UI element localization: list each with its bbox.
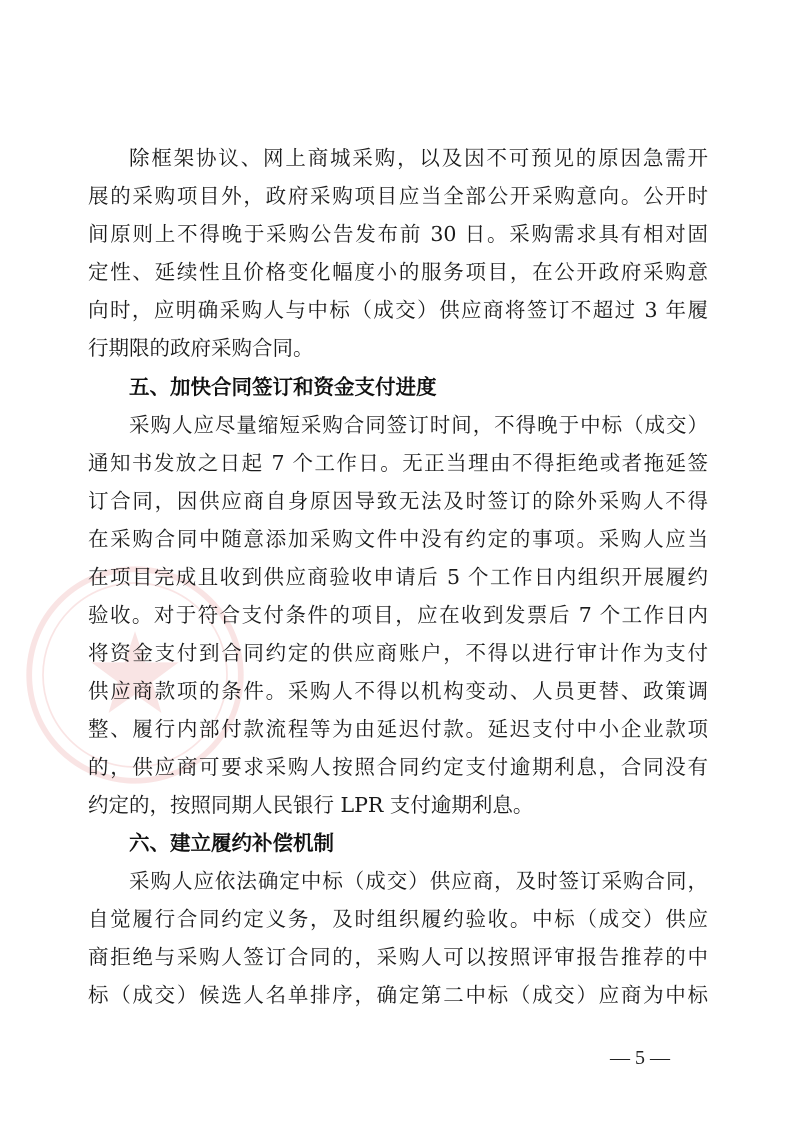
paragraph-line: 展的采购项目外，政府采购项目应当全部公开采购意向。公开时: [88, 184, 708, 208]
paragraph-line: 标（成交）候选人名单排序，确定第二中标（成交）应商为中标: [88, 983, 708, 1007]
paragraph-line: 供应商款项的条件。采购人不得以机构变动、人员更替、政策调: [88, 679, 708, 703]
paragraph-line: 的，供应商可要求采购人按照合同约定支付逾期利息，合同没有: [88, 755, 708, 779]
paragraph-line: 将资金支付到合同约定的供应商账户，不得以进行审计作为支付: [88, 641, 708, 665]
paragraph-line: 通知书发放之日起 7 个工作日。无正当理由不得拒绝或者拖延签: [88, 451, 708, 475]
page-number: — 5 —: [610, 1047, 670, 1069]
paragraph-line: 除框架协议、网上商城采购，以及因不可预见的原因急需开: [129, 146, 708, 170]
paragraph-line: 在采购合同中随意添加采购文件中没有约定的事项。采购人应当: [88, 527, 708, 551]
paragraph-line: 采购人应依法确定中标（成交）供应商，及时签订采购合同，: [129, 869, 708, 893]
paragraph-line: 向时，应明确采购人与中标（成交）供应商将签订不超过 3 年履: [88, 298, 708, 322]
paragraph-line: 自觉履行合同约定义务，及时组织履约验收。中标（成交）供应: [88, 907, 708, 931]
paragraph-line: 商拒绝与采购人签订合同的，采购人可以按照评审报告推荐的中: [88, 945, 708, 969]
section-6-heading: 六、建立履约补偿机制: [129, 831, 334, 855]
paragraph-line: 采购人应尽量缩短采购合同签订时间，不得晚于中标（成交）: [129, 413, 708, 437]
paragraph-line: 定性、延续性且价格变化幅度小的服务项目，在公开政府采购意: [88, 260, 708, 284]
paragraph-line: 间原则上不得晚于采购公告发布前 30 日。采购需求具有相对固: [88, 222, 708, 246]
paragraph-line: 订合同，因供应商自身原因导致无法及时签订的除外采购人不得: [88, 489, 708, 513]
paragraph-line: 验收。对于符合支付条件的项目，应在收到发票后 7 个工作日内: [88, 603, 708, 627]
paragraph-line: 约定的，按照同期人民银行 LPR 支付逾期利息。: [88, 793, 534, 817]
paragraph-line: 在项目完成且收到供应商验收申请后 5 个工作日内组织开展履约: [88, 565, 708, 589]
section-5-heading: 五、加快合同签订和资金支付进度: [129, 375, 437, 399]
paragraph-line: 整、履行内部付款流程等为由延迟付款。延迟支付中小企业款项: [88, 717, 708, 741]
paragraph-line: 行期限的政府采购合同。: [88, 336, 314, 360]
